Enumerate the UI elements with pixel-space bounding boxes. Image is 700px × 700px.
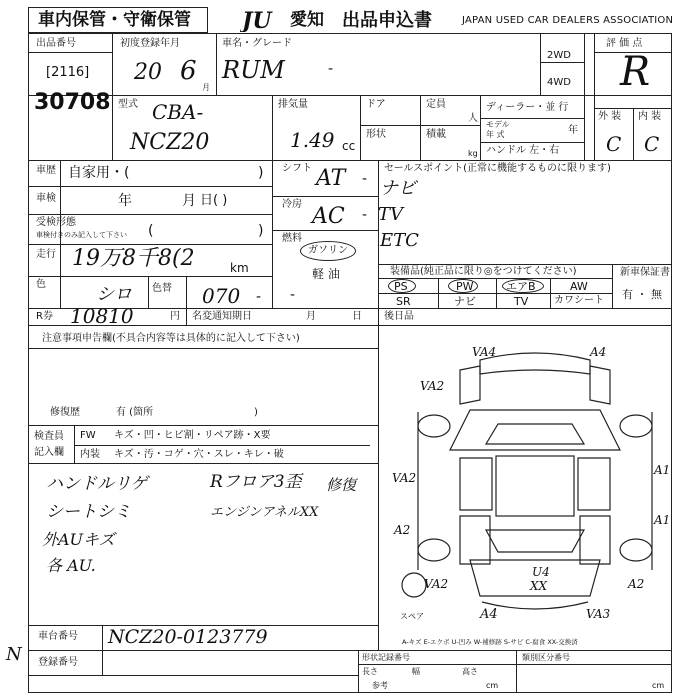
model-name-value: RUM <box>222 56 285 84</box>
registration-month-unit: 月 <box>202 83 210 92</box>
recycle-label: R券 <box>36 311 53 322</box>
ju-logo-icon <box>240 8 288 32</box>
repair-close: ) <box>254 407 258 418</box>
model-name-dash: - <box>328 61 334 77</box>
damage-mark-va2-top: VA2 <box>420 379 445 393</box>
remark-4: 各 AU. <box>46 556 96 575</box>
selling-points-label: セールスポイント(正常に機能するものに限ります) <box>384 163 611 174</box>
name-notice-label: 名変通知期日 <box>192 311 252 322</box>
model-type-code: NCZ20 <box>130 130 210 155</box>
color-code-label: 色替 <box>152 283 172 294</box>
damage-mark-va3: VA3 <box>586 607 611 621</box>
damage-mark-va4: VA4 <box>472 345 497 359</box>
org-name: 愛知 <box>290 10 324 30</box>
equipment-ps-circle <box>388 279 416 293</box>
mileage-value: 19万8千8(2 <box>72 246 195 271</box>
color-label: 色 <box>36 279 46 290</box>
association-name: JAPAN USED CAR DEALERS ASSOCIATION <box>462 15 674 26</box>
fuel-dash: - <box>290 287 296 303</box>
capacity-label: 定員 <box>426 99 446 110</box>
acceptance-note: 車検付きのみ記入して下さい <box>36 231 127 239</box>
grade-exterior-value: C <box>606 132 622 156</box>
displacement-value: 1.49 <box>290 128 335 152</box>
reg-no-label: 登録番号 <box>38 657 78 668</box>
inspector-row-2: キズ・汚・コゲ・穴・スレ・キレ・破 <box>114 449 284 460</box>
fuel-label: 燃料 <box>282 233 302 244</box>
equipment-ps: PS <box>394 280 408 293</box>
lot-label: 出品番号 <box>36 38 76 49</box>
remark-3: 外AUキズ <box>42 530 115 549</box>
remark-2: シートシミ <box>46 502 131 522</box>
grade-interior-label: 内 装 <box>638 111 662 122</box>
inspector-label-2: 記入欄 <box>34 447 64 458</box>
selling-point-tv: TV <box>378 204 404 225</box>
chassis-value: NCZ20-0123779 <box>108 626 268 648</box>
aircon-label: 冷房 <box>282 199 302 210</box>
form-title: 出品申込書 <box>342 10 432 31</box>
equipment-sr: SR <box>396 295 411 308</box>
repair-yes: 有 (箇所 <box>116 407 154 418</box>
grade-value: R <box>620 49 651 95</box>
model-year-unit: 年 <box>568 125 578 136</box>
damage-mark-a4-top: A4 <box>590 345 607 359</box>
displacement-unit: cc <box>342 139 356 153</box>
shift-value: AT <box>316 166 346 191</box>
bottom-left-mark: N <box>6 644 22 665</box>
inspector-fw: FW <box>80 430 96 441</box>
shift-label: シフト <box>282 163 312 174</box>
fuel-gasoline: ガソリン <box>308 245 348 256</box>
equipment-label: 装備品(純正品に限り◎をつけてください) <box>390 266 577 277</box>
damage-legend: A-キズ E-エクボ U-凹み W-補修跡 S-サビ C-腐食 XX-交換済 <box>402 638 578 646</box>
equipment-pw: PW <box>456 280 474 293</box>
lot-sub-number: [2116] <box>46 65 90 80</box>
warranty-options: 有 ・ 無 <box>622 288 662 301</box>
mileage-unit: km <box>230 261 249 275</box>
recycle-unit: 円 <box>170 311 180 322</box>
load-label: 積載 <box>426 129 446 140</box>
inspector-row-1: キズ・凹・ヒビ割・リペア跡・X要 <box>114 430 271 441</box>
equipment-pw-circle <box>448 279 478 293</box>
damage-mark-xx: XX <box>530 579 548 593</box>
dims-length: 長さ <box>362 667 378 676</box>
damage-mark-a2-right: A2 <box>628 577 645 591</box>
drive-2wd: 2WD <box>547 50 571 61</box>
history-value: 自家用・( <box>68 165 130 181</box>
acceptance-close: ) <box>258 223 264 239</box>
damage-mark-a1-right: A1 <box>654 513 671 527</box>
model-type-label: 型式 <box>118 99 138 110</box>
acceptance-open: ( <box>148 223 154 239</box>
grade-label: 評 価 点 <box>606 38 643 49</box>
name-notice-day: 日 <box>352 311 362 322</box>
inspection-year: 年 <box>118 193 132 209</box>
repair-label: 修復歴 <box>50 407 80 418</box>
attachment-label: 後日品 <box>384 311 414 322</box>
registration-month: 6 <box>180 56 197 86</box>
history-label: 車歴 <box>36 165 56 176</box>
acceptance-label: 受検形態 <box>36 217 76 228</box>
spare-label: スペア <box>400 612 424 621</box>
grade-exterior-label: 外 装 <box>598 111 622 122</box>
chassis-label: 車台番号 <box>38 631 78 642</box>
storage-label: 車内保管・守衛保管 <box>38 10 191 30</box>
selling-point-navi: ナビ <box>380 178 416 199</box>
remark-5: Rフロア3歪 <box>210 472 302 492</box>
dims-width: 幅 <box>412 667 420 676</box>
displacement-label: 排気量 <box>278 99 308 110</box>
dealer-parallel-label: ディーラー・並 行 <box>486 102 569 113</box>
color-value: シロ <box>96 284 132 305</box>
remark-6: エンジンアネルXX <box>210 505 319 520</box>
damage-mark-a1-right-top: A1 <box>654 463 671 477</box>
doors-label: ドア <box>366 99 386 110</box>
equipment-airbag-circle <box>502 279 544 293</box>
equipment-tv: TV <box>514 295 529 308</box>
steering-label: ハンドル 左・右 <box>486 145 560 156</box>
remark-1: ハンドルリゲ <box>46 474 148 494</box>
dims-unit-2: cm <box>652 681 665 690</box>
recycle-value: 10810 <box>70 304 134 328</box>
remark-7: 修復 <box>326 476 357 494</box>
notes-label: 注意事項申告欄(不具合内容等は具体的に記入して下さい) <box>42 333 300 344</box>
inspection-label: 車検 <box>36 193 56 204</box>
shift-dash: - <box>362 171 368 187</box>
equipment-airbag: エアB <box>506 280 536 293</box>
equipment-aw: AW <box>570 280 588 293</box>
drive-4wd: 4WD <box>547 77 571 88</box>
inspection-paren: 日( ) <box>200 193 228 208</box>
aircon-value: AC <box>312 204 345 229</box>
inspector-label-1: 検査員 <box>34 431 64 442</box>
damage-mark-u4: U4 <box>532 565 550 579</box>
equipment-power-seat: カワシート <box>554 295 604 306</box>
fuel-diesel: 軽 油 <box>312 267 340 281</box>
damage-mark-va2-bottom: VA2 <box>424 577 449 591</box>
mileage-label: 走行 <box>36 249 56 260</box>
history-close: ) <box>258 165 264 181</box>
aircon-dash: - <box>362 207 368 223</box>
dims-ref: 参考 <box>372 681 388 690</box>
name-notice-month: 月 <box>306 311 316 322</box>
ju-logo-text: JU <box>242 8 272 32</box>
warranty-label: 新車保証書 <box>620 267 670 278</box>
model-year-label: モデル 年 式 <box>486 120 510 139</box>
damage-mark-a4-bottom: A4 <box>480 607 498 622</box>
lot-number: 30708 <box>34 90 111 115</box>
dims-unit-1: cm <box>486 681 499 690</box>
dims-height: 高さ <box>462 667 478 676</box>
grade-interior-value: C <box>644 132 660 156</box>
color-code-value: 070 <box>202 284 241 308</box>
shape-label: 形状 <box>366 129 386 140</box>
inspection-month: 月 <box>182 193 196 209</box>
dims-form-label: 形状記録番号 <box>362 653 410 662</box>
selling-point-etc: ETC <box>380 230 419 251</box>
damage-mark-va2-left: VA2 <box>392 471 417 485</box>
dims-class-label: 類別区分番号 <box>522 653 570 662</box>
registration-year: 20 <box>134 60 162 85</box>
damage-mark-a2-left: A2 <box>394 523 411 537</box>
load-unit: kg <box>468 149 478 158</box>
inspector-interior: 内装 <box>80 449 100 460</box>
color-code-dash: - <box>256 289 262 305</box>
model-name-label: 車名・グレード <box>222 38 292 49</box>
equipment-navi: ナビ <box>454 295 476 308</box>
capacity-unit: 人 <box>468 113 478 124</box>
model-type-prefix: CBA- <box>152 100 204 124</box>
registration-label: 初度登録年月 <box>120 38 180 49</box>
